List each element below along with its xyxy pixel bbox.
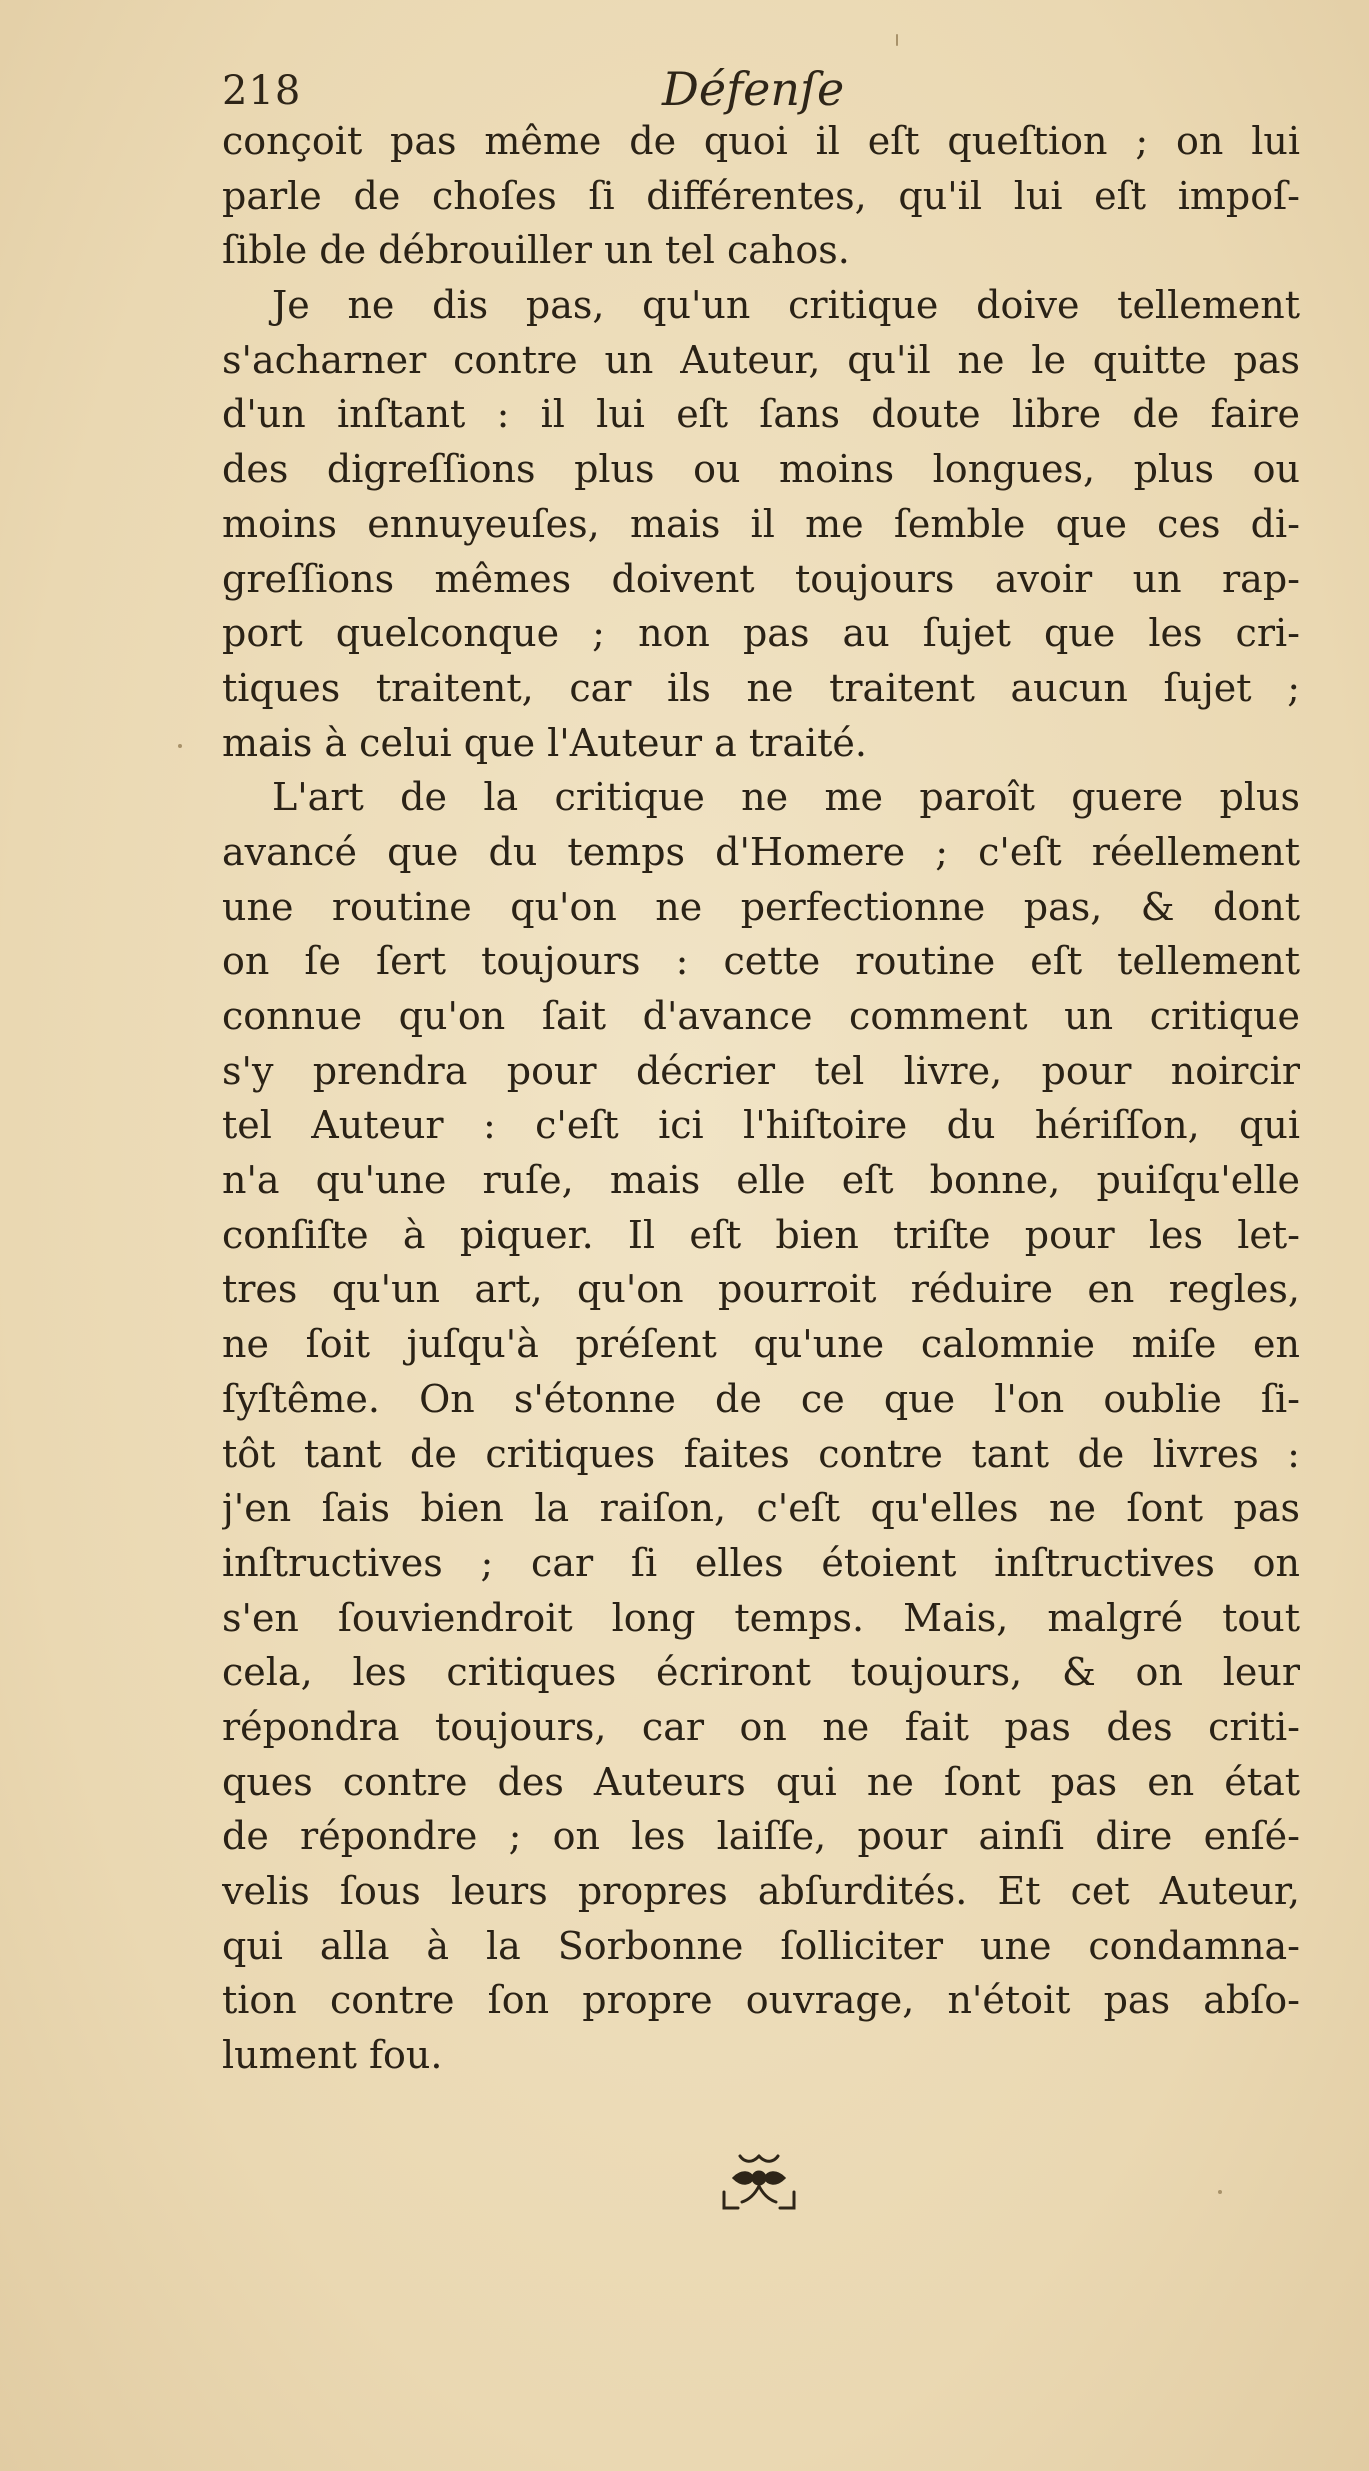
text-line: moins ennuyeuſes, mais il me ſemble que ces di- — [222, 501, 1300, 546]
text-line: velis ſous leurs propres abſurdités. Et cet Auteur, — [222, 1869, 1300, 1913]
text-line: inſtructives ; car ſi elles étoient inſtructives on — [222, 1540, 1300, 1585]
page-number: 218 — [222, 68, 302, 114]
paper-speck — [178, 744, 182, 748]
text-line: connue qu'on ſait d'avance comment un critique — [222, 994, 1300, 1038]
text-line: tres qu'un art, qu'on pourroit réduire en regles, — [222, 1267, 1300, 1312]
text-line: mais à celui que l'Auteur a traité. — [222, 720, 867, 765]
text-line: tiques traitent, car ils ne traitent aucun ſujet ; — [222, 665, 1300, 710]
text-line: conçoit pas même de quoi il eſt queſtion ; on lui — [222, 119, 1300, 163]
running-title: Défenſe — [662, 62, 845, 116]
text-line: de répondre ; on les laiſſe, pour ainſi dire enſé- — [222, 1814, 1300, 1859]
body-text — [222, 114, 1300, 2083]
text-line: j'en ſais bien la raiſon, c'eſt qu'elles ne ſont pas — [222, 1486, 1300, 1531]
paragraph-1 — [222, 114, 1300, 278]
paragraph-3 — [222, 770, 1300, 2083]
text-line: on ſe ſert toujours : cette routine eſt tellement — [222, 939, 1300, 984]
paper-speck — [1218, 2190, 1222, 2194]
text-line: greſſions mêmes doivent toujours avoir un rap- — [222, 556, 1300, 601]
text-line: port quelconque ; non pas au ſujet que les cri- — [222, 611, 1300, 656]
text-line: n'a qu'une ruſe, mais elle eſt bonne, puiſqu'elle — [222, 1158, 1300, 1203]
text-line: d'un inſtant : il lui eſt ſans doute libre de faire — [222, 392, 1300, 437]
text-line: tel Auteur : c'eſt ici l'hiſtoire du hériſſon, qui — [222, 1103, 1300, 1148]
fleuron-ornament-icon — [714, 2148, 804, 2218]
text-line: s'en ſouviendroit long temps. Mais, malgré tout — [222, 1595, 1300, 1640]
text-line: L'art de la critique ne me paroît guere plus — [272, 775, 1300, 820]
text-line: tôt tant de critiques faites contre tant de livres : — [222, 1431, 1300, 1476]
text-line: répondra toujours, car on ne fait pas des criti- — [222, 1704, 1300, 1749]
text-line: ſible de débrouiller un tel cahos. — [222, 228, 850, 273]
text-line: Je ne dis pas, qu'un critique doive tellement — [272, 283, 1300, 328]
paragraph-2 — [222, 278, 1300, 770]
text-line: qui alla à la Sorbonne ſolliciter une condamna- — [222, 1923, 1300, 1968]
text-line: s'y prendra pour décrier tel livre, pour noircir — [222, 1048, 1300, 1093]
page-header — [222, 58, 922, 118]
text-line: lument fou. — [222, 2033, 443, 2078]
text-line: avancé que du temps d'Homere ; c'eſt réellement — [222, 829, 1300, 874]
text-line: s'acharner contre un Auteur, qu'il ne le quitte pas — [222, 337, 1300, 382]
text-line: tion contre ſon propre ouvrage, n'étoit pas abſo- — [222, 1978, 1300, 2023]
text-line: cela, les critiques écriront toujours, & on leur — [222, 1650, 1300, 1695]
text-line: des digreſſions plus ou moins longues, plus ou — [222, 447, 1300, 492]
text-line: conſiſte à piquer. Il eſt bien triſte pour les let- — [222, 1212, 1300, 1257]
text-line: ſyſtême. On s'étonne de ce que l'on oublie ſi- — [222, 1376, 1300, 1421]
text-line: parle de choſes ſi différentes, qu'il lui eſt impoſ- — [222, 173, 1300, 218]
text-line: ne ſoit juſqu'à préſent qu'une calomnie miſe en — [222, 1322, 1300, 1367]
paper-speck — [896, 34, 898, 46]
text-line: ques contre des Auteurs qui ne ſont pas en état — [222, 1759, 1300, 1804]
text-line: une routine qu'on ne perfectionne pas, & dont — [222, 884, 1300, 929]
